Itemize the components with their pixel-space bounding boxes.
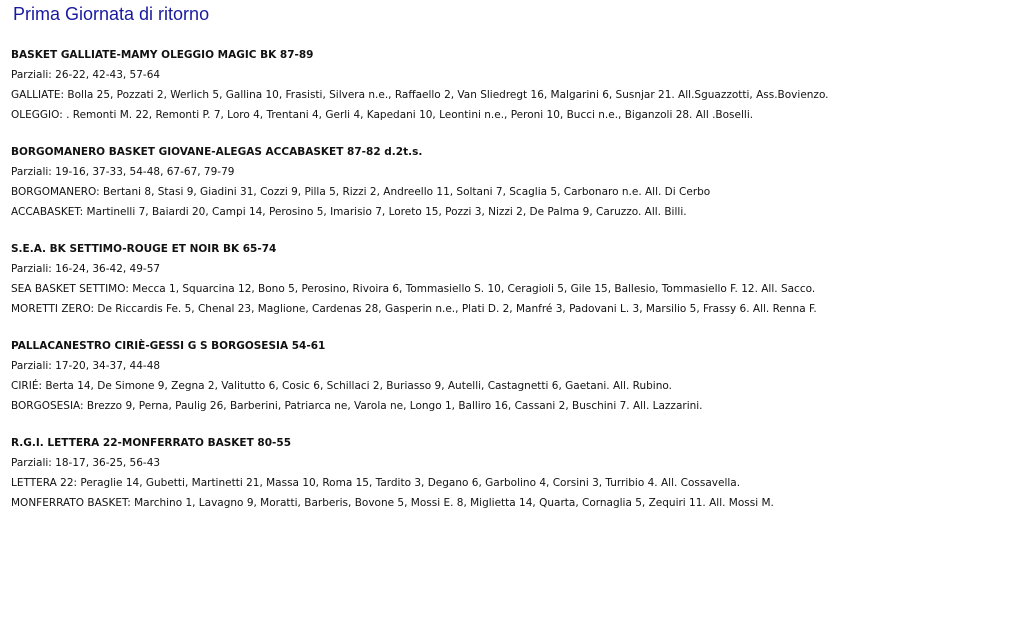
- game-heading: PALLACANESTRO CIRIÈ-GESSI G S BORGOSESIA 54-61: [11, 340, 326, 352]
- game-heading: BORGOMANERO BASKET GIOVANE-ALEGAS ACCABASKET 87-82 d.2t.s.: [11, 146, 423, 158]
- game-partials: Parziali: 16-24, 36-42, 49-57: [11, 263, 161, 275]
- game-partials: Parziali: 26-22, 42-43, 57-64: [11, 69, 161, 81]
- game-heading: R.G.I. LETTERA 22-MONFERRATO BASKET 80-55: [11, 437, 291, 449]
- games-list: [11, 45, 1006, 530]
- home-team-lineup: BORGOMANERO: Bertani 8, Stasi 9, Giadini 31, Cozzi 9, Pilla 5, Rizzi 2, Andreello 11, Soltani 7, Scaglia 5, Carbonaro n.e. All. Di Cerbo: [11, 186, 711, 198]
- game-5: [11, 433, 1006, 530]
- game-3: [11, 239, 1006, 336]
- game-4: [11, 336, 1006, 433]
- game-heading: S.E.A. BK SETTIMO-ROUGE ET NOIR BK 65-74: [11, 243, 277, 255]
- game-1: [11, 45, 1006, 142]
- away-team-lineup: BORGOSESIA: Brezzo 9, Perna, Paulig 26, Barberini, Patriarca ne, Varola ne, Longo 1, Balliro 16, Cassani 2, Buschini 7. All. Lazzarini.: [11, 400, 703, 412]
- game-partials: Parziali: 17-20, 34-37, 44-48: [11, 360, 161, 372]
- page-title: Prima Giornata di ritorno: [13, 4, 210, 24]
- home-team-lineup: GALLIATE: Bolla 25, Pozzati 2, Werlich 5, Gallina 10, Frasisti, Silvera n.e., Raffaello 2, Van Sliedregt 16, Malgarini 6, Susnjar 21. All.Sguazzotti, Ass.Bovienzo.: [11, 89, 829, 101]
- away-team-lineup: MORETTI ZERO: De Riccardis Fe. 5, Chenal 23, Maglione, Cardenas 28, Gasperin n.e., Plati D. 2, Manfré 3, Padovani L. 3, Marsilio 5, Frassy 6. All. Renna F.: [11, 303, 817, 315]
- game-partials: Parziali: 18-17, 36-25, 56-43: [11, 457, 161, 469]
- home-team-lineup: SEA BASKET SETTIMO: Mecca 1, Squarcina 12, Bono 5, Perosino, Rivoira 6, Tommasiello S. 10, Ceragioli 5, Gile 15, Ballesio, Tommasiello F. 12. All. Sacco.: [11, 283, 816, 295]
- home-team-lineup: CIRIÉ: Berta 14, De Simone 9, Zegna 2, Valitutto 6, Cosic 6, Schillaci 2, Buriasso 9, Autelli, Castagnetti 6, Gaetani. All. Rubino.: [11, 380, 672, 392]
- game-heading: BASKET GALLIATE-MAMY OLEGGIO MAGIC BK 87-89: [11, 49, 314, 61]
- game-partials: Parziali: 19-16, 37-33, 54-48, 67-67, 79-79: [11, 166, 235, 178]
- game-2: [11, 142, 1006, 239]
- home-team-lineup: LETTERA 22: Peraglie 14, Gubetti, Martinetti 21, Massa 10, Roma 15, Tardito 3, Degano 6, Garbolino 4, Corsini 3, Turribio 4. All. Cossavella.: [11, 477, 741, 489]
- away-team-lineup: MONFERRATO BASKET: Marchino 1, Lavagno 9, Moratti, Barberis, Bovone 5, Mossi E. 8, Miglietta 14, Quarta, Cornaglia 5, Zequiri 11. All. Mossi M.: [11, 497, 774, 509]
- away-team-lineup: ACCABASKET: Martinelli 7, Baiardi 20, Campi 14, Perosino 5, Imarisio 7, Loreto 15, Pozzi 3, Nizzi 2, De Palma 9, Caruzzo. All. Billi.: [11, 206, 687, 218]
- away-team-lineup: OLEGGIO: . Remonti M. 22, Remonti P. 7, Loro 4, Trentani 4, Gerli 4, Kapedani 10, Leontini n.e., Peroni 10, Bucci n.e., Biganzoli 28. All .Boselli.: [11, 109, 754, 121]
